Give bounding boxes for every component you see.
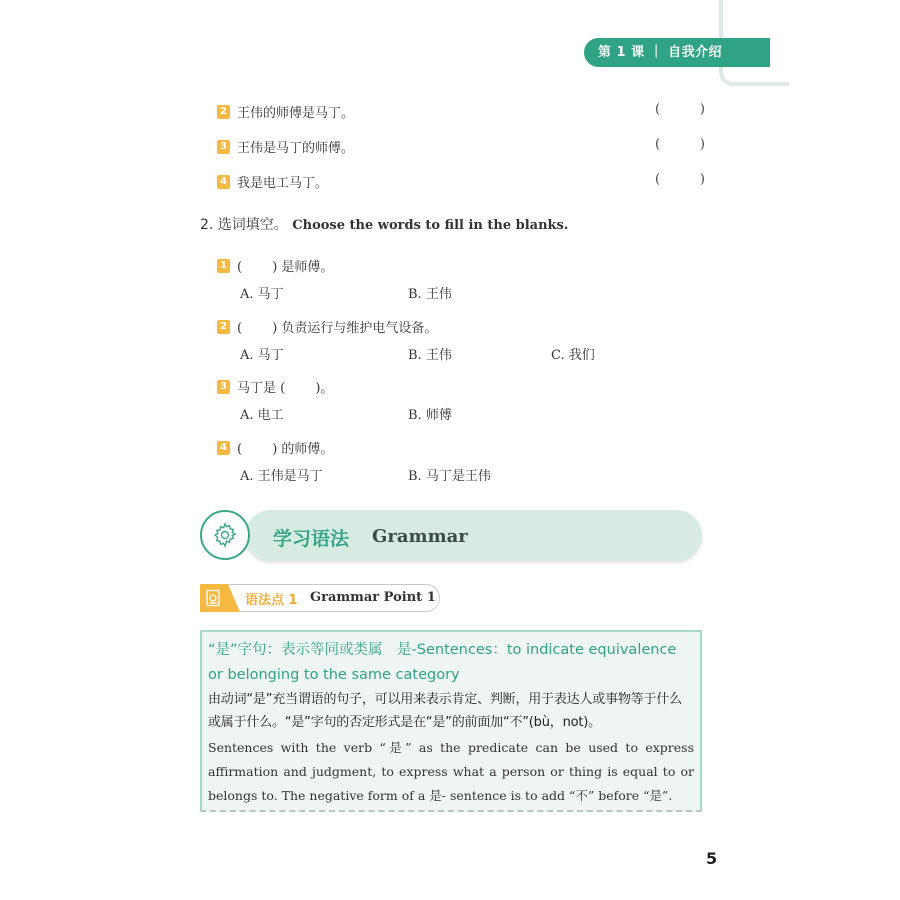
question-row: [217, 256, 333, 275]
grammar-body-en: Sentences with the verb “是” as the predicate can be used to express affirmation and judgment, to express what a person or thing is equal to or belongs to. The negative form of a 是- sentence is to add “不” before “是”.: [208, 740, 694, 803]
item-text: 王伟是马丁的师傅。: [237, 141, 355, 156]
document-icon: [205, 589, 223, 607]
number-badge: 3: [217, 140, 230, 154]
exercise2-title-en: Choose the words to fill in the blanks.: [292, 218, 569, 233]
question-row: [217, 377, 333, 396]
exercise2-title-cn: 2. 选词填空。: [200, 217, 288, 233]
answer-blank[interactable]: [655, 137, 705, 152]
question-text: ( ) 负责运行与维护电气设备。: [237, 321, 438, 336]
item-text: 我是电工马丁。: [237, 176, 329, 191]
answer-blank[interactable]: [655, 102, 705, 117]
number-badge: 4: [217, 441, 230, 455]
exercise1-item: [217, 137, 354, 156]
grammar-title-cn: 学习语法: [273, 528, 350, 550]
paren-open: (: [655, 172, 661, 187]
question-text: ( ) 的师傅。: [237, 442, 334, 457]
question-row: [217, 317, 437, 336]
grammar-point-label-en: Grammar Point 1: [310, 590, 436, 605]
number-badge: 1: [217, 259, 230, 273]
lesson-tab: 第 1 课 ｜ 自我介绍: [584, 38, 770, 67]
paren-open: (: [655, 102, 661, 117]
number-badge: 3: [217, 380, 230, 394]
option-a[interactable]: A. 电工: [240, 408, 284, 423]
paren-close: ): [699, 102, 705, 117]
answer-blank[interactable]: [655, 172, 705, 187]
option-b[interactable]: B. 师傅: [408, 408, 452, 423]
page-number: 5: [706, 849, 718, 868]
option-b[interactable]: B. 王伟: [408, 348, 452, 363]
option-a[interactable]: A. 马丁: [240, 287, 284, 302]
grammar-point-label-cn: 语法点 1: [245, 593, 298, 608]
exercise2-title: [200, 214, 568, 234]
number-badge: 2: [217, 320, 230, 334]
option-a[interactable]: A. 王伟是马丁: [240, 469, 323, 484]
item-text: 王伟的师傅是马丁。: [237, 106, 355, 121]
exercise1-item: [217, 102, 354, 121]
option-a[interactable]: A. 马丁: [240, 348, 284, 363]
number-badge: 2: [217, 105, 230, 119]
exercise1-item: [217, 172, 328, 191]
paren-open: (: [655, 137, 661, 152]
grammar-explanation-box: [200, 630, 702, 812]
grammar-icon-circle: [200, 510, 250, 560]
option-c[interactable]: C. 我们: [551, 348, 595, 363]
question-text: 马丁是 ( )。: [237, 381, 334, 396]
question-text: ( ) 是师傅。: [237, 260, 334, 275]
gear-icon: [211, 521, 239, 549]
paren-close: ): [699, 137, 705, 152]
question-row: [217, 438, 333, 457]
grammar-title-en: Grammar: [372, 526, 468, 547]
grammar-heading: “是”字句：表示等同或类属 是-Sentences：to indicate equivalence or belonging to the same category: [208, 642, 677, 683]
option-b[interactable]: B. 马丁是王伟: [408, 469, 491, 484]
grammar-body-cn: 由动词“是”充当谓语的句子，可以用来表示肯定、判断，用于表达人或事物等于什么或属于什么。“是”字句的否定形式是在“是”的前面加“不”(bù，not)。: [208, 692, 682, 730]
grammar-point-tag: [200, 584, 440, 612]
paren-close: ): [699, 172, 705, 187]
number-badge: 4: [217, 175, 230, 189]
option-b[interactable]: B. 王伟: [408, 287, 452, 302]
